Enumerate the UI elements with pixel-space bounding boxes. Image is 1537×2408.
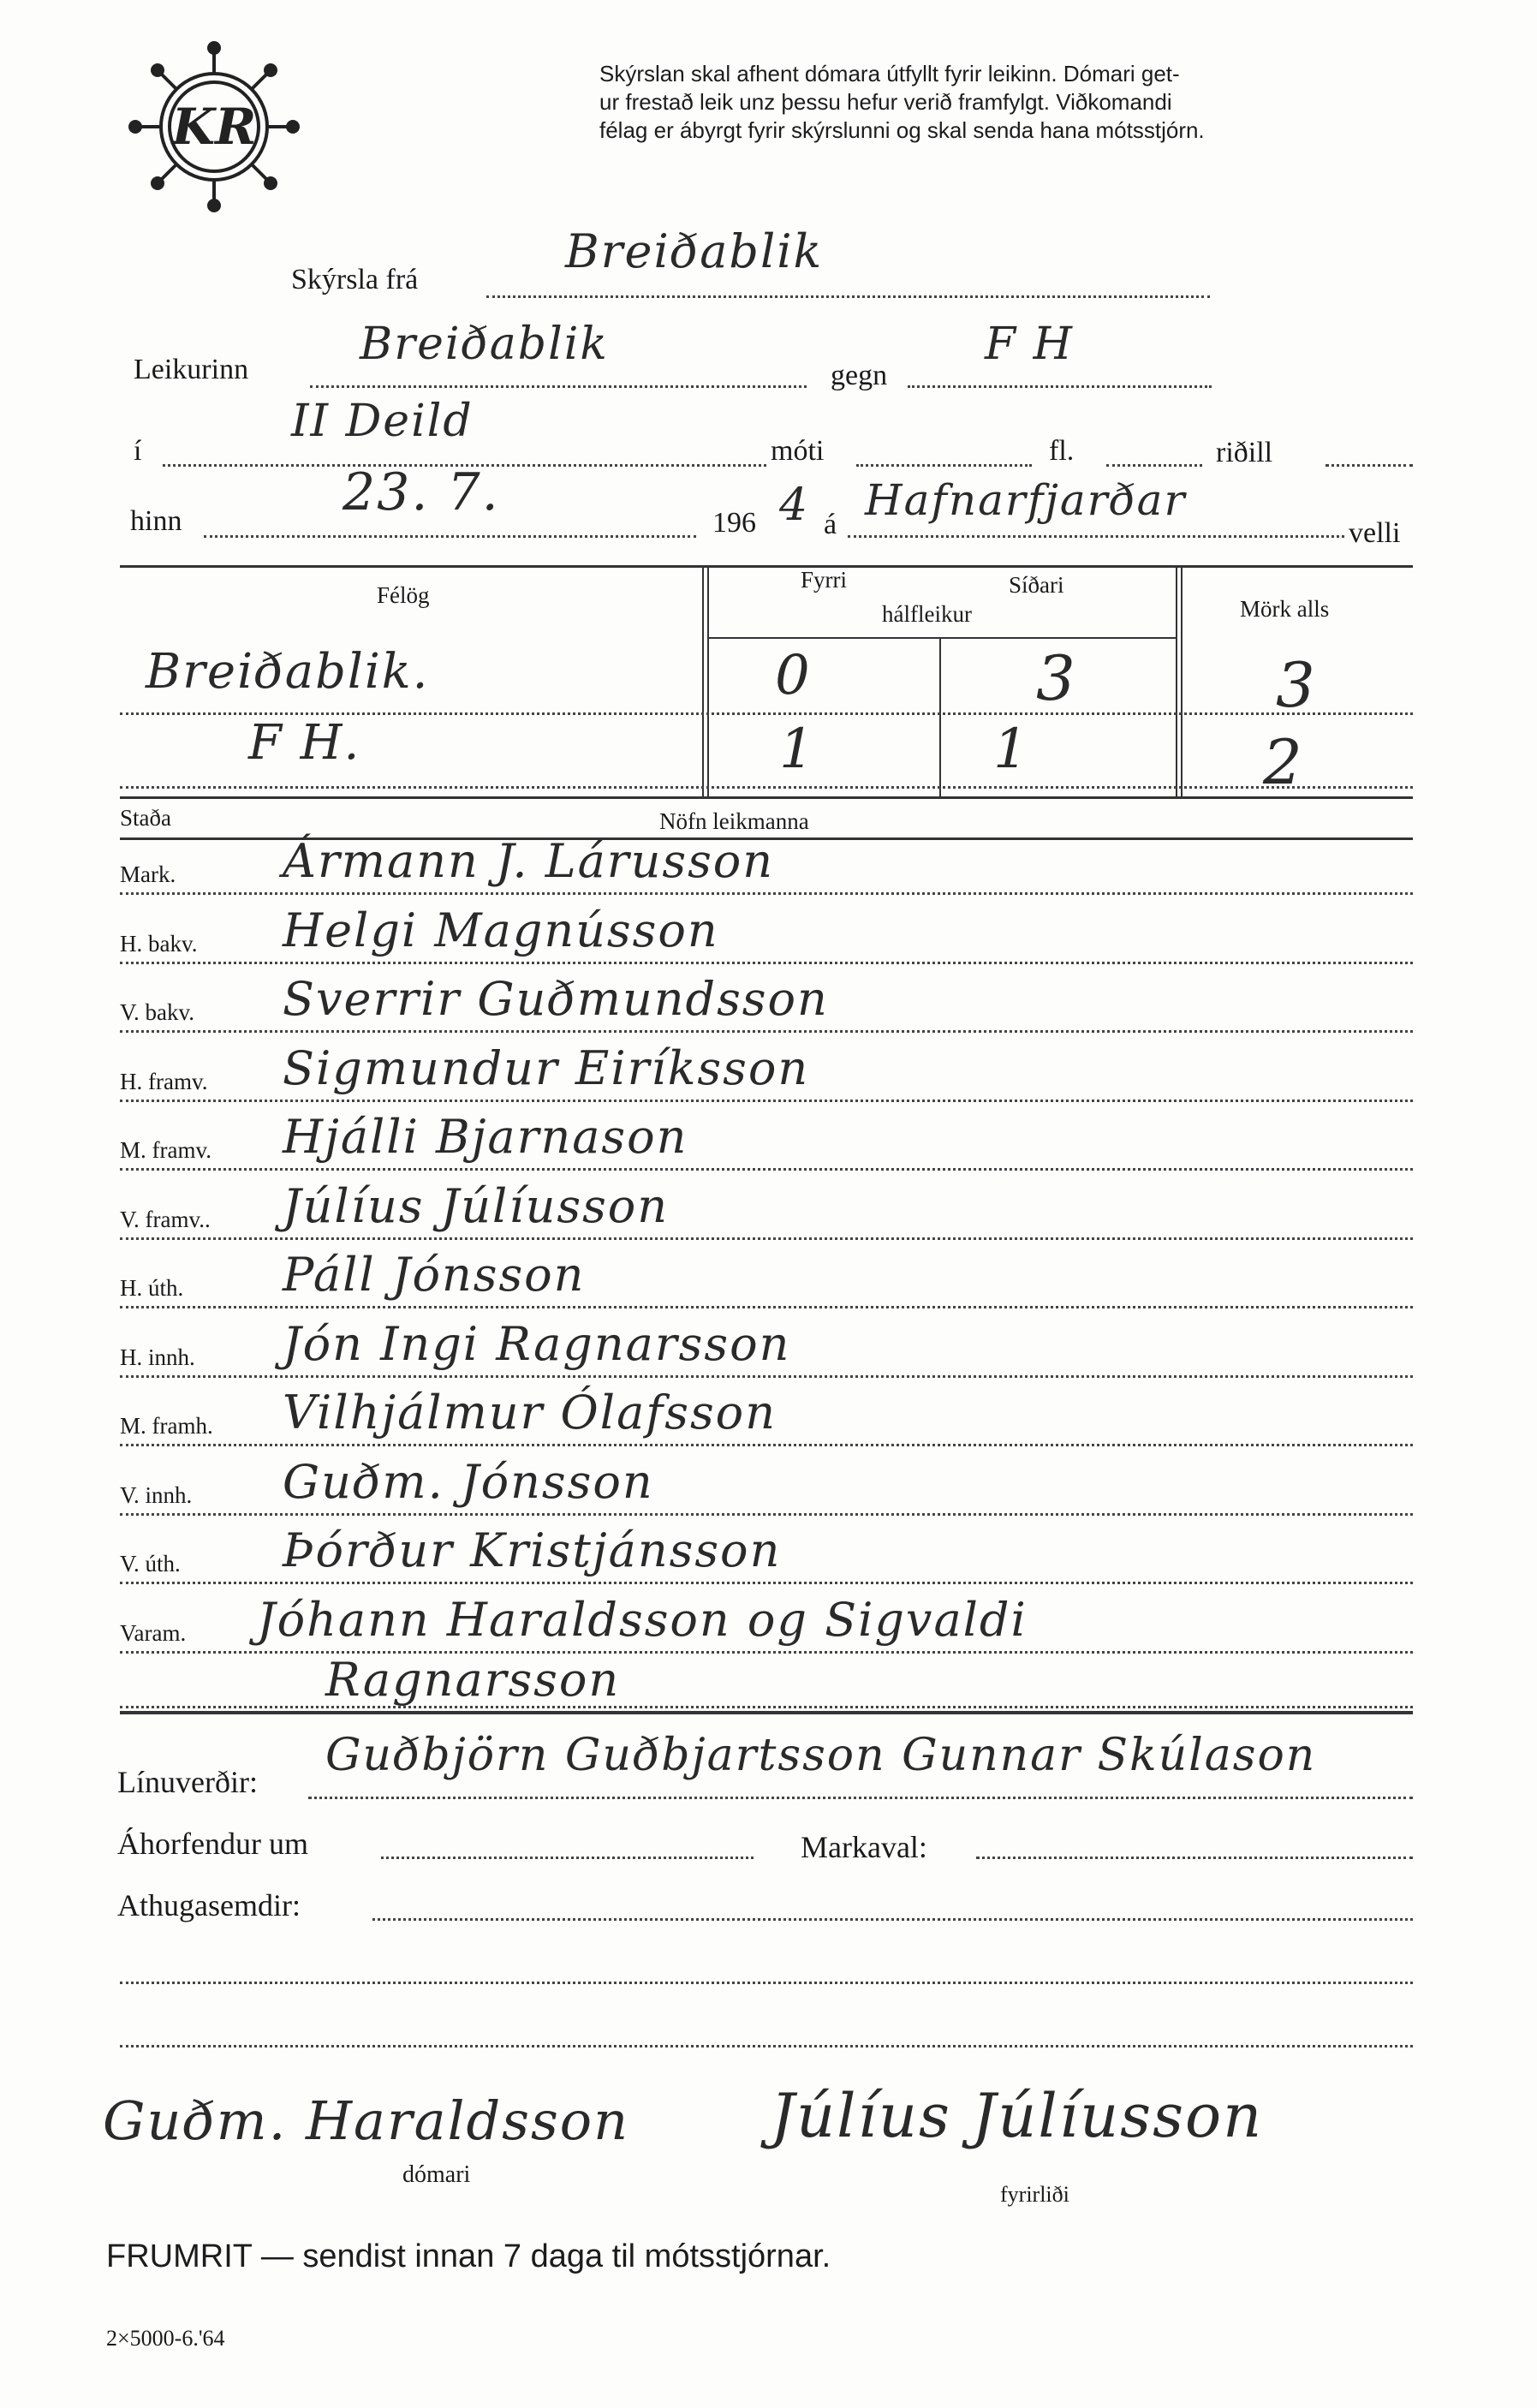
player-row-line <box>120 1375 1413 1378</box>
player-name: Ármann J. Lárusson <box>283 834 775 888</box>
date-label: hinn <box>130 505 182 537</box>
match-label: Leikurinn <box>134 354 249 385</box>
player-row-line <box>120 1306 1413 1308</box>
table-divider <box>939 639 941 798</box>
notice-line: félag er ábyrgt fyrir skýrslunni og skal senda hana mótsstjórn. <box>599 117 1205 143</box>
position-label: M. framv. <box>120 1137 211 1163</box>
venue-value: Hafnarfjarðar <box>865 475 1187 525</box>
report-from-value: Breiðablik <box>565 224 824 278</box>
position-label: Varam. <box>120 1619 187 1646</box>
position-label: H. framv. <box>120 1068 208 1094</box>
substitutes-second-line: Ragnarsson <box>325 1653 621 1707</box>
notice-line: ur frestað leik unz þessu hefur verið framfylgt. Viðkomandi <box>599 89 1172 115</box>
player-row-line <box>120 1100 1413 1102</box>
first-half-header: Fyrri <box>801 567 847 593</box>
group-label: riðill <box>1216 437 1273 468</box>
in-label: í <box>134 435 142 467</box>
coin-toss-label: Markaval: <box>801 1830 927 1864</box>
away-team-value: F H <box>985 319 1074 370</box>
dotted-line <box>486 295 1210 298</box>
tournament-label: móti <box>771 435 825 467</box>
player-row-line <box>120 1513 1413 1516</box>
dotted-line <box>372 1918 1413 1921</box>
score-second-half: 3 <box>1036 642 1077 714</box>
total-header: Mörk alls <box>1240 596 1330 622</box>
player-name: Jón Ingi Ragnarsson <box>283 1316 791 1371</box>
table-top-border <box>120 565 1413 568</box>
player-name: Páll Jónsson <box>283 1248 586 1302</box>
position-label: V. innh. <box>120 1481 193 1508</box>
position-label: H. bakv. <box>120 930 198 957</box>
player-row-line <box>120 892 1413 895</box>
player-row-line <box>120 1030 1413 1033</box>
header-underline <box>707 637 1176 639</box>
player-name: Sigmundur Eiríksson <box>283 1040 810 1095</box>
player-row-line <box>120 962 1413 964</box>
player-row-line <box>120 1168 1413 1171</box>
table-divider <box>1181 567 1183 798</box>
position-label: V. úth. <box>120 1551 181 1577</box>
dotted-line <box>908 385 1212 388</box>
dotted-line <box>856 464 1032 467</box>
position-label: H. innh. <box>120 1344 195 1370</box>
remarks-label: Athugasemdir: <box>117 1888 301 1922</box>
year-digit: 4 <box>779 480 810 531</box>
referee-signature: Guðm. Haraldsson <box>103 2089 630 2152</box>
dotted-line <box>310 385 807 388</box>
spectators-label: Áhorfendur um <box>117 1827 308 1861</box>
captain-signature: Júlíus Júlíusson <box>771 2081 1264 2151</box>
player-row-line <box>120 1237 1413 1240</box>
captain-label: fyrirliði <box>1000 2182 1069 2207</box>
score-first-half: 1 <box>779 718 816 781</box>
date-value: 23. 7. <box>343 462 500 522</box>
position-label: M. framh. <box>120 1413 213 1439</box>
score-team-name: F H. <box>248 715 361 771</box>
player-name: Hjálli Bjarnason <box>283 1110 688 1164</box>
score-total: 2 <box>1263 726 1304 798</box>
position-label: H. úth. <box>120 1275 184 1301</box>
report-from-label: Skýrsla frá <box>291 264 419 295</box>
position-label: V. bakv. <box>120 999 194 1025</box>
dotted-line <box>1106 464 1202 467</box>
player-name: Vilhjálmur Ólafsson <box>283 1386 777 1439</box>
score-second-half: 1 <box>993 718 1030 781</box>
player-name: Júlíus Júlíusson <box>283 1178 670 1233</box>
instructions-notice <box>599 60 1456 145</box>
player-name: Sverrir Guðmundsson <box>283 972 829 1026</box>
clubs-header: Félög <box>377 582 430 608</box>
year-prefix: 196 <box>712 507 756 539</box>
ships-wheel-logo-icon <box>120 34 308 223</box>
dotted-line <box>204 535 696 538</box>
player-row-line <box>120 1444 1413 1446</box>
table-bottom-border <box>120 796 1413 799</box>
table-divider <box>707 567 709 798</box>
linesmen-value: Guðbjörn Guðbjartsson Gunnar Skúlason <box>325 1730 1317 1781</box>
field-label: velli <box>1349 517 1401 549</box>
player-name: Helgi Magnússon <box>283 903 719 957</box>
second-half-header: Síðari <box>1009 572 1064 598</box>
score-team-name: Breiðablik. <box>146 644 430 700</box>
half-header: hálfleikur <box>882 601 972 627</box>
at-label: á <box>824 509 837 540</box>
position-header: Staða <box>120 805 171 831</box>
linesmen-label: Línuverðir: <box>117 1765 258 1799</box>
referee-label: dómari <box>402 2161 471 2188</box>
original-note: FRUMRIT — sendist innan 7 daga til mótsstjórnar. <box>106 2238 831 2274</box>
table-divider <box>702 567 704 798</box>
dotted-line <box>1326 464 1413 467</box>
score-row-line <box>120 786 1413 789</box>
against-label: gegn <box>831 360 888 391</box>
position-label: Mark. <box>120 861 176 887</box>
dotted-line <box>381 1857 754 1859</box>
print-code: 2×5000-6.'64 <box>106 2326 225 2351</box>
dotted-line <box>848 535 1344 538</box>
dotted-line <box>120 1706 1413 1708</box>
dotted-line <box>120 2045 1413 2047</box>
player-row-line <box>120 1582 1413 1584</box>
logo-letters: KR <box>171 98 257 156</box>
names-header: Nöfn leikmanna <box>659 808 809 834</box>
player-name: Guðm. Jónsson <box>283 1454 654 1509</box>
player-name: Jóhann Haraldsson og Sigvaldi <box>257 1592 1028 1647</box>
dotted-line <box>976 1857 1413 1859</box>
notice-line: Skýrslan skal afhent dómara útfyllt fyrir leikinn. Dómari get- <box>599 61 1180 86</box>
player-name: Þórður Kristjánsson <box>283 1523 782 1577</box>
position-label: V. framv.. <box>120 1206 211 1232</box>
home-team-value: Breiðablik <box>360 319 609 370</box>
dotted-line <box>120 1982 1413 1984</box>
division-value: II Deild <box>291 396 474 447</box>
table-divider <box>1176 567 1177 798</box>
dotted-line <box>308 1797 1413 1799</box>
score-first-half: 0 <box>775 644 812 707</box>
players-bottom-rule <box>120 1711 1413 1714</box>
class-label: fl. <box>1049 435 1075 467</box>
score-total: 3 <box>1276 649 1317 721</box>
player-row-line <box>120 1651 1413 1654</box>
